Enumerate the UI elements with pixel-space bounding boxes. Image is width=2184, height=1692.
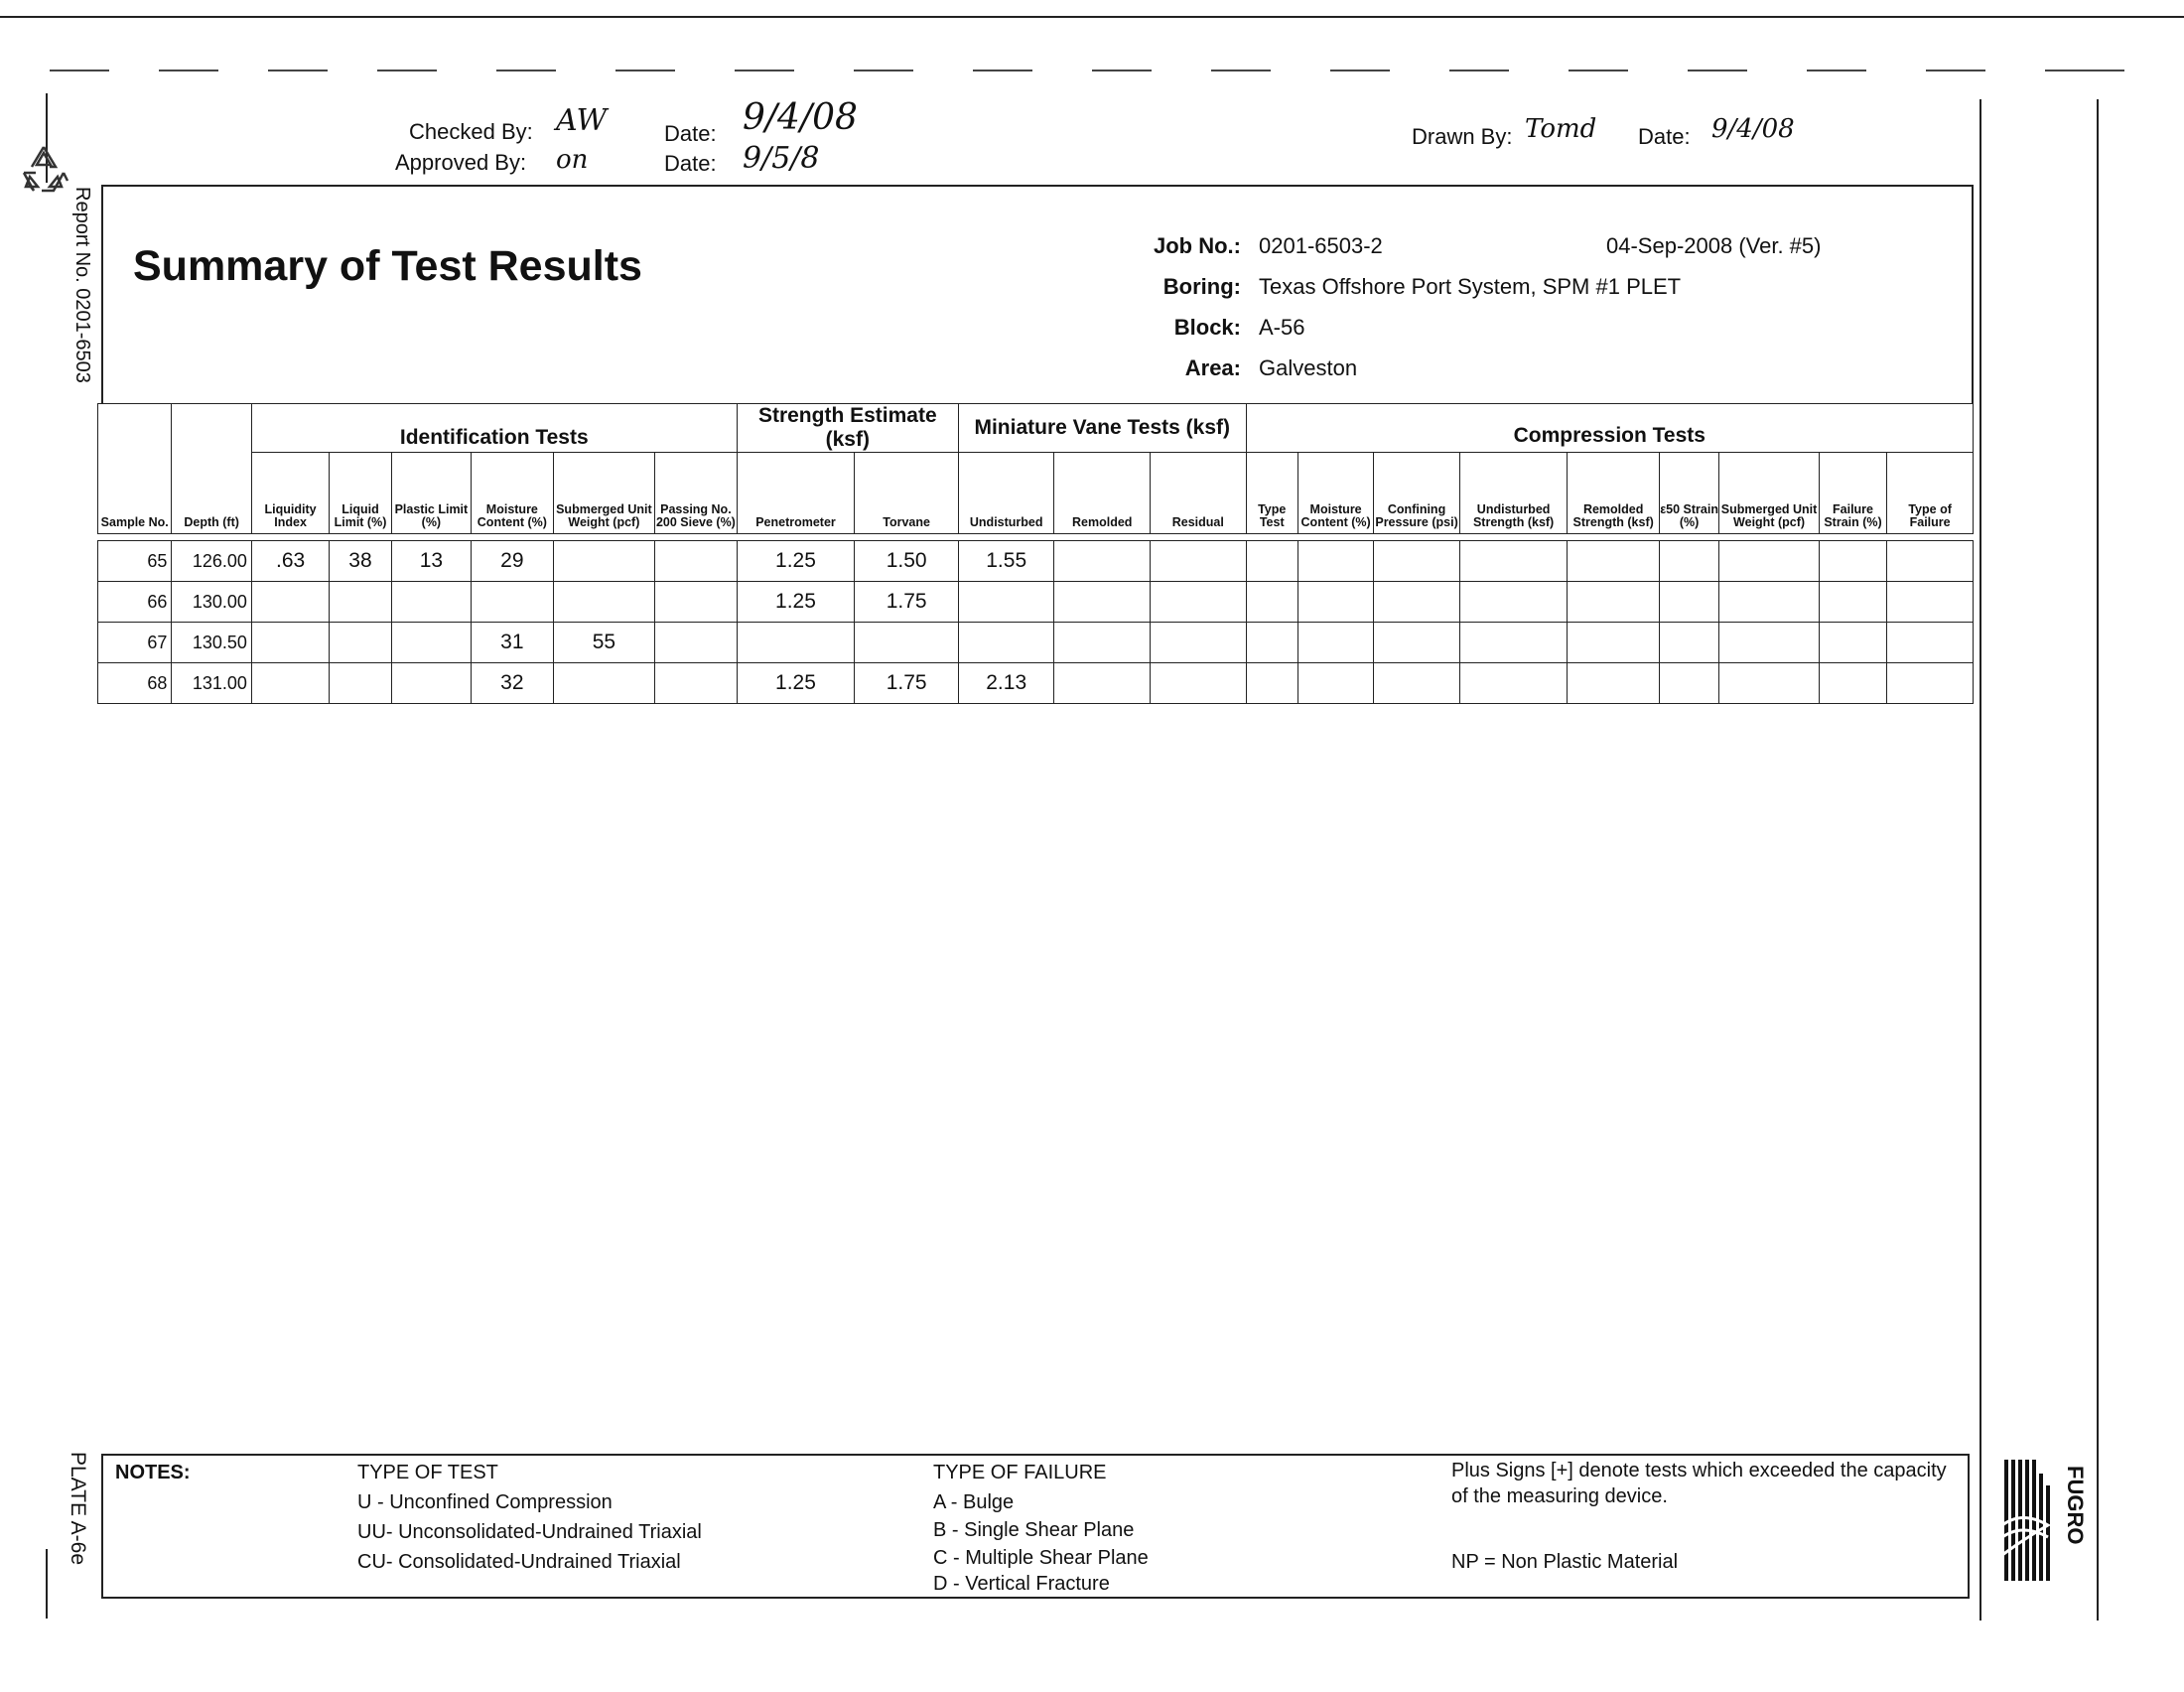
table-cell-sample: 68	[98, 663, 172, 704]
notes-box	[101, 1454, 1970, 1599]
table-cell-compression	[1374, 623, 1459, 663]
table-cell-moisture: 29	[472, 541, 553, 582]
table-cell-remold	[1054, 623, 1151, 663]
recycle-icon	[14, 139, 73, 199]
table-cell-passing	[655, 582, 738, 623]
col-failure-strain: Failure Strain (%)	[1819, 453, 1886, 534]
col-torvane: Torvane	[855, 453, 959, 534]
group-strength: Strength Estimate (ksf)	[737, 404, 958, 453]
header-box	[101, 185, 1974, 403]
dash-rule	[1092, 70, 1152, 71]
col-c-moisture: Moisture Content (%)	[1297, 453, 1373, 534]
col-liquidity-index: Liquidity Index	[251, 453, 329, 534]
group-vane: Miniature Vane Tests (ksf)	[958, 404, 1246, 453]
table-cell-compression	[1719, 582, 1820, 623]
col-type-test: Type Test	[1246, 453, 1297, 534]
table-cell-compression	[1374, 663, 1459, 704]
table-cell-compression	[1459, 663, 1568, 704]
table-cell-ll	[330, 623, 391, 663]
table-cell-compression	[1568, 582, 1660, 623]
approved-date-label: Date:	[664, 151, 717, 176]
table-cell-pl: 13	[391, 541, 471, 582]
drawn-by-signature: Tomd	[1525, 114, 1597, 144]
table-cell-compression	[1819, 663, 1886, 704]
col-depth: Depth (ft)	[172, 404, 251, 534]
table-cell-undist: 1.55	[958, 541, 1054, 582]
type-test-item: UU- Unconsolidated-Undrained Triaxial	[357, 1521, 702, 1543]
dash-rule	[973, 70, 1032, 71]
dash-rule	[50, 70, 109, 71]
table-row	[98, 582, 1974, 623]
plus-signs-note: Plus Signs [+] denote tests which exceeded the capacity of the measuring device.	[1451, 1460, 1947, 1507]
table-cell-compression	[1887, 582, 1974, 623]
table-cell-torvane: 1.75	[855, 582, 959, 623]
checked-date-label: Date:	[664, 121, 717, 146]
margin-rule	[46, 1549, 48, 1619]
table-cell-resid	[1151, 582, 1247, 623]
table-cell-compression	[1459, 582, 1568, 623]
table-cell-pen	[737, 623, 855, 663]
dash-rule	[735, 70, 794, 71]
table-cell-compression	[1819, 541, 1886, 582]
table-cell-compression	[1719, 663, 1820, 704]
table-cell-compression	[1568, 541, 1660, 582]
table-cell-torvane	[855, 623, 959, 663]
table-cell-depth: 126.00	[172, 541, 251, 582]
table-cell-compression	[1246, 623, 1297, 663]
boring-value: Texas Offshore Port System, SPM #1 PLET	[1259, 274, 1682, 299]
group-identification: Identification Tests	[251, 404, 737, 453]
dash-rule	[377, 70, 437, 71]
table-cell-compression	[1374, 541, 1459, 582]
dash-rule	[1211, 70, 1271, 71]
block-label: Block:	[1173, 315, 1241, 340]
non-plastic-note: NP = Non Plastic Material	[1451, 1551, 1679, 1573]
table-cell-compression	[1246, 582, 1297, 623]
table-cell-depth: 131.00	[172, 663, 251, 704]
type-failure-heading: TYPE OF FAILURE	[933, 1462, 1107, 1483]
dash-rule	[615, 70, 675, 71]
table-cell-depth: 130.00	[172, 582, 251, 623]
table-cell-compression	[1297, 663, 1373, 704]
approved-by-label: Approved By:	[395, 150, 527, 175]
dash-rule	[1330, 70, 1390, 71]
table-cell-compression	[1887, 623, 1974, 663]
table-cell-ll	[330, 663, 391, 704]
col-remolded: Remolded	[1054, 453, 1151, 534]
table-cell-compression	[1568, 663, 1660, 704]
table-row	[98, 623, 1974, 663]
table-cell-liquidity	[251, 623, 329, 663]
table-cell-liquidity	[251, 582, 329, 623]
date-version: 04-Sep-2008 (Ver. #5)	[1606, 233, 1822, 258]
table-cell-compression	[1659, 663, 1718, 704]
table-cell-torvane: 1.50	[855, 541, 959, 582]
table-row	[98, 663, 1974, 704]
table-cell-ll: 38	[330, 541, 391, 582]
checked-by-label: Checked By:	[409, 119, 533, 144]
drawn-date-label: Date:	[1638, 124, 1691, 149]
col-submerged-unit-weight: Submerged Unit Weight (pcf)	[553, 453, 655, 534]
table-cell-suw	[553, 663, 655, 704]
col-undisturbed: Undisturbed	[958, 453, 1054, 534]
table-cell-ll	[330, 582, 391, 623]
table-cell-suw	[553, 582, 655, 623]
right-frame-rule	[1979, 99, 1981, 1621]
table-cell-compression	[1887, 663, 1974, 704]
table-cell-compression	[1459, 541, 1568, 582]
table-cell-compression	[1659, 582, 1718, 623]
table-body	[98, 541, 1974, 704]
table-cell-remold	[1054, 582, 1151, 623]
col-confining-pressure: Confining Pressure (psi)	[1374, 453, 1459, 534]
table-cell-resid	[1151, 541, 1247, 582]
dash-rule	[496, 70, 556, 71]
table-cell-passing	[655, 541, 738, 582]
table-cell-torvane: 1.75	[855, 663, 959, 704]
table-cell-remold	[1054, 663, 1151, 704]
area-label: Area:	[1184, 355, 1241, 380]
type-test-item: U - Unconfined Compression	[357, 1491, 613, 1513]
col-moisture-content: Moisture Content (%)	[472, 453, 553, 534]
table-cell-pen: 1.25	[737, 663, 855, 704]
table-row	[98, 541, 1974, 582]
notes-heading: NOTES:	[115, 1462, 191, 1483]
table-cell-compression	[1819, 623, 1886, 663]
type-test-heading: TYPE OF TEST	[357, 1462, 498, 1483]
table-cell-moisture: 31	[472, 623, 553, 663]
col-undisturbed-strength: Undisturbed Strength (ksf)	[1459, 453, 1568, 534]
approved-by-signature: on	[556, 145, 589, 175]
table-cell-passing	[655, 663, 738, 704]
col-liquid-limit: Liquid Limit (%)	[330, 453, 391, 534]
table-cell-depth: 130.50	[172, 623, 251, 663]
logo-text: FUGRO	[2063, 1466, 2088, 1545]
col-c-submerged-unit-weight: Submerged Unit Weight (pcf)	[1719, 453, 1820, 534]
results-table	[97, 403, 1974, 704]
table-cell-pl	[391, 623, 471, 663]
table-cell-compression	[1246, 541, 1297, 582]
dash-rule	[268, 70, 328, 71]
col-passing-200: Passing No. 200 Sieve (%)	[655, 453, 738, 534]
col-penetrometer: Penetrometer	[737, 453, 855, 534]
col-residual: Residual	[1151, 453, 1247, 534]
table-cell-liquidity: .63	[251, 541, 329, 582]
col-e50-strain: ε50 Strain (%)	[1659, 453, 1718, 534]
table-cell-compression	[1297, 541, 1373, 582]
table-cell-resid	[1151, 623, 1247, 663]
col-remolded-strength: Remolded Strength (ksf)	[1568, 453, 1660, 534]
table-cell-remold	[1054, 541, 1151, 582]
dash-rule	[2045, 70, 2124, 71]
dash-rule	[1688, 70, 1747, 71]
table-cell-sample: 66	[98, 582, 172, 623]
table-cell-undist	[958, 623, 1054, 663]
fugro-logo	[2002, 1456, 2088, 1585]
block-value: A-56	[1259, 315, 1305, 340]
table-cell-compression	[1297, 623, 1373, 663]
table-cell-pl	[391, 663, 471, 704]
plate-number: PLATE A-6e	[67, 1452, 89, 1566]
table-cell-suw	[553, 541, 655, 582]
type-failure-item: D - Vertical Fracture	[933, 1573, 1110, 1595]
area-value: Galveston	[1259, 355, 1358, 380]
job-number: 0201-6503-2	[1259, 233, 1383, 258]
table-cell-compression	[1297, 582, 1373, 623]
table-cell-liquidity	[251, 663, 329, 704]
table-cell-sample: 67	[98, 623, 172, 663]
table-cell-pen: 1.25	[737, 582, 855, 623]
table-divider	[98, 534, 1974, 541]
dash-rule	[1449, 70, 1509, 71]
dash-rule	[1926, 70, 1985, 71]
dash-rule	[1807, 70, 1866, 71]
dash-rule	[854, 70, 913, 71]
checked-by-signature: AW	[556, 103, 608, 138]
table-cell-compression	[1374, 582, 1459, 623]
table-cell-pl	[391, 582, 471, 623]
approved-date: 9/5/8	[743, 141, 820, 176]
drawn-date: 9/4/08	[1711, 114, 1795, 144]
type-failure-item: A - Bulge	[933, 1491, 1015, 1513]
table-cell-moisture	[472, 582, 553, 623]
table-cell-moisture: 32	[472, 663, 553, 704]
table-cell-compression	[1819, 582, 1886, 623]
page-title: Summary of Test Results	[133, 242, 642, 290]
top-rule	[0, 16, 2184, 18]
type-failure-item: C - Multiple Shear Plane	[933, 1547, 1149, 1569]
table-cell-compression	[1568, 623, 1660, 663]
outer-frame-rule	[2097, 99, 2099, 1621]
table-cell-compression	[1719, 541, 1820, 582]
dash-rule	[1569, 70, 1628, 71]
dash-rule	[159, 70, 218, 71]
col-type-of-failure: Type of Failure	[1887, 453, 1974, 534]
table-cell-compression	[1659, 541, 1718, 582]
report-number: Report No. 0201-6503	[71, 187, 93, 383]
table-cell-compression	[1887, 541, 1974, 582]
table-cell-suw: 55	[553, 623, 655, 663]
table-cell-resid	[1151, 663, 1247, 704]
table-cell-compression	[1719, 623, 1820, 663]
type-failure-item: B - Single Shear Plane	[933, 1519, 1135, 1541]
table-cell-compression	[1246, 663, 1297, 704]
table-cell-compression	[1459, 623, 1568, 663]
group-compression: Compression Tests	[1246, 404, 1973, 453]
type-test-item: CU- Consolidated-Undrained Triaxial	[357, 1551, 681, 1573]
table-cell-undist: 2.13	[958, 663, 1054, 704]
boring-label: Boring:	[1162, 274, 1241, 299]
table-cell-passing	[655, 623, 738, 663]
table-cell-sample: 65	[98, 541, 172, 582]
job-label: Job No.:	[1154, 233, 1241, 258]
checked-date: 9/4/08	[743, 97, 858, 138]
col-plastic-limit: Plastic Limit (%)	[391, 453, 471, 534]
col-sample: Sample No.	[98, 404, 172, 534]
table-cell-pen: 1.25	[737, 541, 855, 582]
table-cell-compression	[1659, 623, 1718, 663]
drawn-by-label: Drawn By:	[1412, 124, 1513, 149]
table-cell-undist	[958, 582, 1054, 623]
